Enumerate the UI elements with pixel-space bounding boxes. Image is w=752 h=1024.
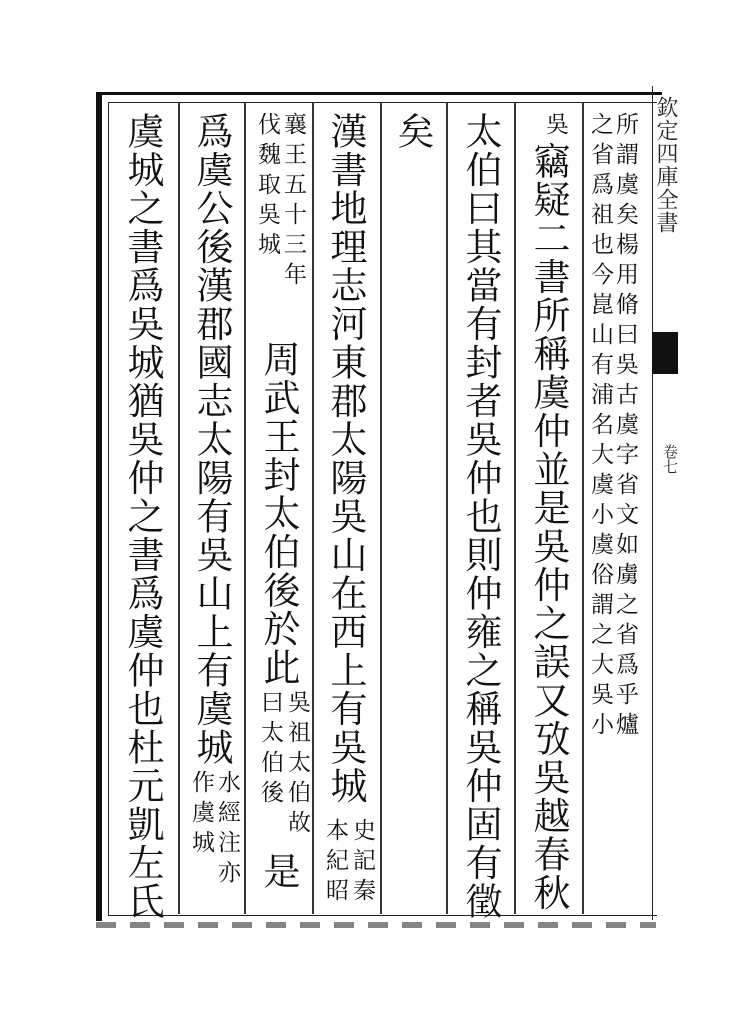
commentary-line: 所謂虞矣楊用脩曰吳古虞字省文如虜之省爲乎爐 (612, 112, 638, 742)
main-text-column: 周武王封太伯後於此 (257, 340, 300, 687)
commentary-line: 伐魏取吳城 (254, 112, 280, 262)
commentary-line: 曰太伯後 (257, 690, 283, 810)
commentary-line: 吳祖太伯故 (284, 690, 310, 840)
main-text-column: 太伯曰其當有封者吳仲也則仲雍之稱吳仲固有徵 (459, 112, 502, 921)
commentary-line: 史記秦 (349, 818, 375, 908)
juan-number: 卷七 (661, 444, 679, 474)
commentary-line: 之省爲祖也今崑山有浦名大虞小虞俗謂之大吳小 (587, 112, 613, 742)
main-text-column: 竊疑二書所稱虞仲並是吳仲之誤又攷吳越春秋 (527, 142, 570, 912)
commentary-line: 水經注亦 (214, 770, 240, 890)
main-text-column: 爲虞公後漢郡國志太陽有吳山上有虞城 (190, 112, 233, 767)
bottom-border-marks (96, 922, 656, 928)
commentary-line: 本紀昭 (322, 818, 348, 908)
main-text-column: 漢書地理志河東郡太陽吳山在西上有吳城 (324, 112, 367, 805)
column-rule (582, 102, 584, 914)
column-rule (244, 102, 246, 914)
column-rule (178, 102, 180, 914)
spine-title: 欽定四庫全書 (653, 96, 678, 234)
main-text-tail: 是 (257, 852, 300, 891)
main-text-column: 矣 (391, 112, 434, 151)
fish-tail-mark (652, 332, 678, 374)
main-text-column: 虞城之書爲吳城猶吳仲之書爲虞仲也杜元凱左氏 (121, 112, 164, 921)
commentary-line: 襄王五十三年 (280, 112, 306, 292)
column-rule (380, 102, 382, 914)
column-rule (312, 102, 314, 914)
column-rule (514, 102, 516, 914)
commentary-head: 吳 (542, 112, 568, 142)
commentary-line: 作虞城 (188, 770, 214, 860)
column-rule (446, 102, 448, 914)
